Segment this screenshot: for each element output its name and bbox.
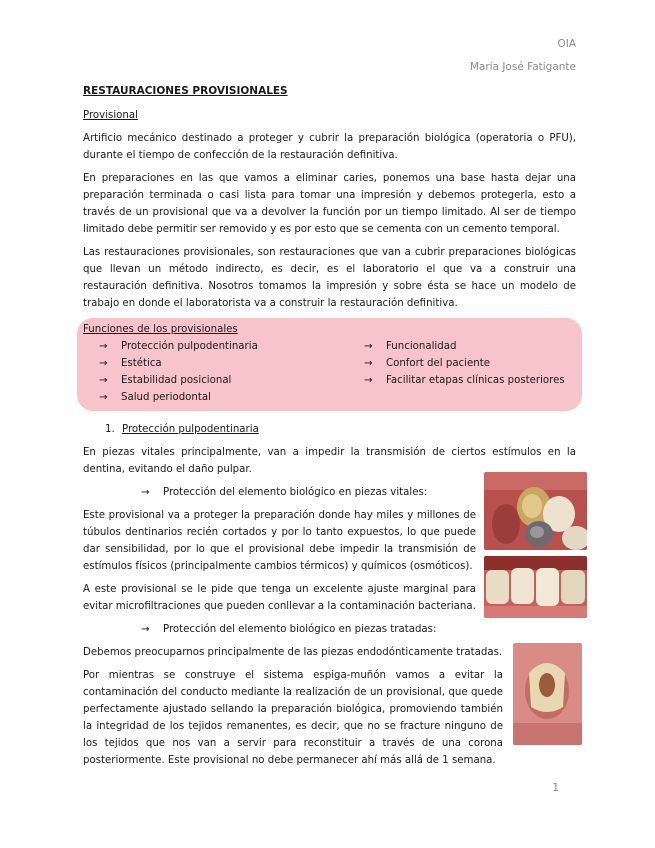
functions-title: Funciones de los provisionales [83,324,238,335]
functions-list-left [83,338,364,406]
arrow-icon: → [141,624,150,635]
arrow-icon: → [364,341,373,352]
vital-heading: → Protección del elemento biológico en piezas vitales: [141,484,576,501]
paragraph-vital-2: A este provisional se le pide que tenga un excelente ajuste marginal para evitar microfiltraciones que pueden conllevar a la contaminación bacteriana. [83,584,476,612]
header-course: OIA [557,38,576,50]
header-author: María José Fatigante [469,61,576,73]
arrow-icon: → [99,358,108,369]
list-item: → Facilitar etapas clínicas posteriores [364,372,565,389]
arrow-icon: → [99,392,108,403]
section-heading: 1. Protección pulpodentinaria [105,424,259,435]
arrow-icon: → [364,375,373,386]
list-item: → Confort del paciente [364,355,565,372]
treated-heading: → Protección del elemento biológico en piezas tratadas: [141,621,576,638]
list-item: → Estabilidad posicional [99,372,364,389]
page-number: 1 [552,782,559,794]
arrow-icon: → [141,487,150,498]
photo-anterior-teeth [484,556,587,618]
paragraph-indirect: Las restauraciones provisionales, son restauraciones que van a cubrir preparaciones biológicas que llevan un método indirecto, es decir, es el laboratorio el que va a construir una restauración definitiva. Nosotros tomamos la impresión y sobre ésta se hace un modelo de trabajo en donde el laboratorista va a construir la restauración definitiva. [83,247,576,309]
functions-box [77,318,582,411]
paragraph-definition: Artificio mecánico destinado a proteger y cubrir la preparación biológica (operatoria o PFU), durante el tiempo de confección de la restauración definitiva. [83,133,576,161]
functions-list-right [364,338,565,406]
paragraph-preparations: En preparaciones en las que vamos a eliminar caries, ponemos una base hasta dejar una preparación terminada o casi lista para tomar una impresión y debemos protegerla, esto a través de un provisional que va a devolver la función por un tiempo limitado. Al ser de tiempo limitado debe permitir ser removido y es por esto que se cementa con un cemento temporal. [83,173,576,235]
list-item: → Salud periodontal [99,389,364,406]
paragraph-treated-1: Debemos preocuparnos principalmente de las piezas endodónticamente tratadas. [83,647,503,658]
arrow-icon: → [364,358,373,369]
section-subtitle: Provisional [83,110,138,121]
paragraph-treated-2: Por mientras se construye el sistema espiga-muñón vamos a evitar la contaminación del conducto mediante la realización de un provisional, que quede perfectamente ajustado sellando la preparación biológica, promoviendo también la integridad de los tejidos remanentes, es decir, que no se fracture ninguno de los tejidos que nos van a servir para reconstituir a través de una corona posteriormente. Este provisional no debe permanecer ahí más allá de 1 semana. [83,670,503,766]
arrow-icon: → [99,341,108,352]
list-item: → Protección pulpodentinaria [99,338,364,355]
list-item: → Funcionalidad [364,338,565,355]
arrow-icon: → [99,375,108,386]
photo-treated-tooth [513,643,582,745]
document-body [83,83,576,775]
document-title: RESTAURACIONES PROVISIONALES [83,85,288,97]
list-item: → Estética [99,355,364,372]
photo-provisional-crowns [484,472,587,550]
paragraph-intro: En piezas vitales principalmente, van a impedir la transmisión de ciertos estímulos en la dentina, evitando el daño pulpar. [83,447,576,475]
paragraph-vital-1: Este provisional va a proteger la preparación donde hay miles y millones de túbulos dentinarios recién cortados y por lo tanto expuestos, lo que puede dar sensibilidad, por lo que el provisional debe impedir la transmisión de estímulos físicos (principalmente cambios térmicos) y químicos (osmóticos). [83,510,476,572]
